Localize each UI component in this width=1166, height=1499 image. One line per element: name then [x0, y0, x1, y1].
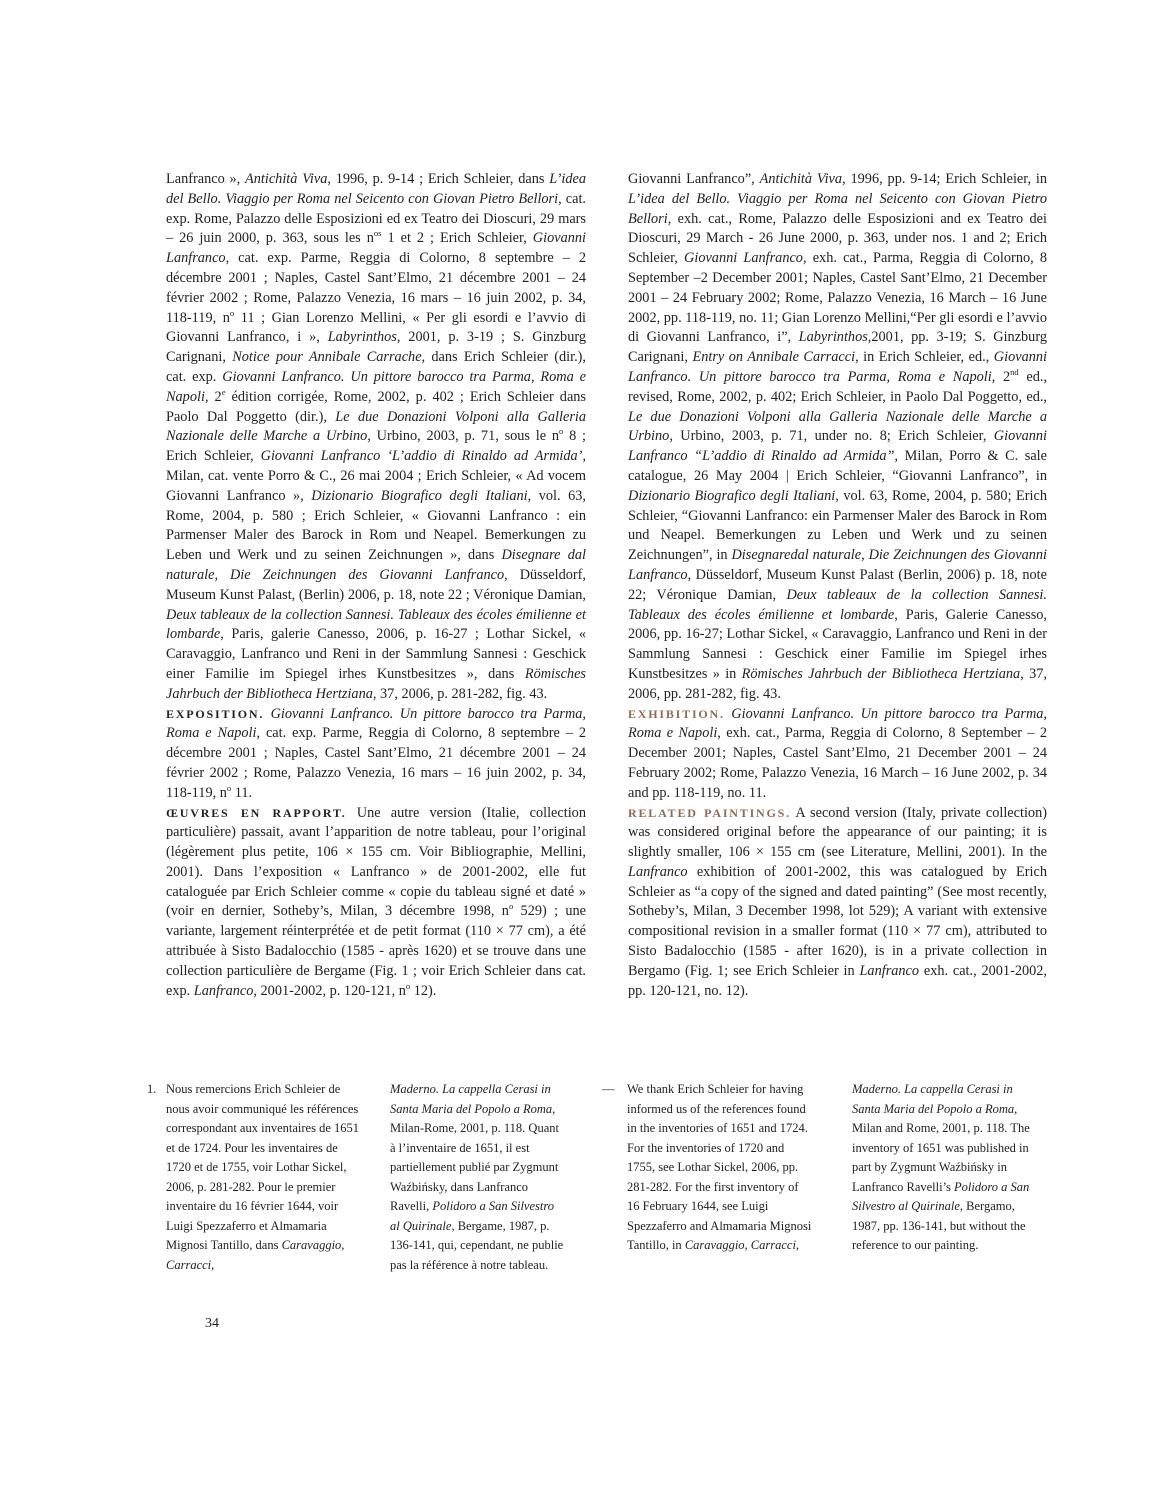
footnote-number-fr: 1.: [147, 1082, 157, 1096]
footnote-en-part1: We thank Erich Schleier for having informed us of the references found in the inventories of 1651 and 1724. For the inventories of 1720 and 1755, see Lothar Sickel, 2006, pp. 281-282. For the first inventory of 16 February 1644, see Luigi Spezzaferro and Almamaria Mignosi Tantillo, in Caravaggio, Carracci,: [627, 1082, 812, 1252]
column-french: [166, 170, 586, 1001]
footnote-fr-part2: Maderno. La cappella Cerasi in Santa Maria del Popolo a Roma, Milan-Rome, 2001, p. 118. Quant à l’inventaire de 1651, il est partiellement publié par Zygmunt Waźbińsky, dans Lanfranco Ravelli, Polidoro a San Silvestro al Quirinale, Bergame, 1987, p. 136-141, qui, cependant, ne publie pas la référence à notre tableau.: [390, 1082, 564, 1272]
footnote-dash-en: —: [602, 1082, 615, 1096]
literature-paragraph-en: Giovanni Lanfranco”, Antichità Viva, 1996, pp. 9-14; Erich Schleier, in L’idea del Bello. Viaggio per Roma nel Seicento con Giovan Pietro Bellori, exh. cat., Rome, Palazzo delle Esposizioni and ex Teatro dei Dioscuri, 29 March - 26 June 2000, p. 363, under nos. 1 and 2; Erich Schleier, Giovanni Lanfranco, exh. cat., Parma, Reggia di Colorno, 8 September –2 December 2001; Naples, Castel Sant’Elmo, 21 December 2001 – 24 February 2002; Rome, Palazzo Venezia, 16 March – 16 June 2002, pp. 118-119, no. 11; Gian Lorenzo Mellini,“Per gli esordi e l’avvio di Giovanni Lanfranco, i”, Labyrinthos,2001, pp. 3-19; S. Ginzburg Carignani, Entry on Annibale Carracci, in Erich Schleier, ed., Giovanni Lanfranco. Un pittore barocco tra Parma, Roma e Napoli, 2nd ed., revised, Rome, 2002, p. 402; Erich Schleier, in Paolo Dal Poggetto, ed., Le due Donazioni Volponi alla Galleria Nazionale delle Marche a Urbino, Urbino, 2003, p. 71, under no. 8; Erich Schleier, Giovanni Lanfranco “L’addio di Rinaldo ad Armida”, Milan, Porro & C. sale catalogue, 26 May 2004 | Erich Schleier, “Giovanni Lanfranco”, in Dizionario Biografico degli Italiani, vol. 63, Rome, 2004, p. 580; Erich Schleier, “Giovanni Lanfranco: ein Parmenser Maler des Barock in Rom und Neapel. Bemerkungen zu Leben und Werk und zu seinen Zeichnungen”, in Disegnaredal naturale, Die Zeichnungen des Giovanni Lanfranco, Düsseldorf, Museum Kunst Palast (Berlin, 2006) p. 18, note 22; Véronique Damian, Deux tableaux de la collection Sannesi. Tableaux des écoles émilienne et lombarde, Paris, Galerie Canesso, 2006, pp. 16-27; Lothar Sickel, « Caravaggio, Lanfranco und Reni in der Sammlung Sannesi : Geschick einer Familie im Spiegel irhes Kunstbesitzes » in Römisches Jahrbuch der Bibliotheca Hertziana, 37, 2006, pp. 281-282, fig. 43.: [628, 171, 1048, 702]
exposition-paragraph-fr: EXPOSITION. Giovanni Lanfranco. Un pittore barocco tra Parma, Roma e Napoli, cat. exp. Parme, Reggia di Colorno, 8 septembre – 2 décembre 2001 ; Naples, Castel Sant’Elmo, 21 décembre 2001 – 24 février 2002 ; Rome, Palazzo Venezia, 16 mars – 16 juin 2002, p. 34, 118-119, $n^o$ 11.: [166, 705, 586, 801]
footnote-en-part2: Maderno. La cappella Cerasi in Santa Maria del Popolo a Roma, Milan and Rome, 2001, p. 118. The inventory of 1651 was published in part by Zygmunt Waźbińsky in Lanfranco Ravelli’s Polidoro a San Silvestro al Quirinale, Bergamo, 1987, pp. 136-141, but without the reference to our painting.: [852, 1082, 1030, 1252]
page-number: 34: [205, 1316, 219, 1331]
column-english: [628, 170, 1047, 1001]
oeuvres-en-rapport-paragraph-fr: ŒUVRES EN RAPPORT. Une autre version (Italie, collection particulière) passait, avant l’apparition de notre tableau, pour l’original (légèrement plus petite, 106 × 155 cm. Voir Bibliographie, Mellini, 2001). Dans l’exposition « Lanfranco » de 2001-2002, elle fut cataloguée par Erich Schleier comme « copie du tableau signé et daté » (voir en dernier, Sotheby’s, Milan, 3 décembre 1998, $n^o$ 529) ; une variante, largement réinterprétée et de petit format (110 × 77 cm), a été attribuée à Sisto Badalocchio (1585 - après 1620) et se trouve dans une collection particulière de Bergame (Fig. 1 ; voir Erich Schleier dans cat. exp. Lanfranco, 2001-2002, p. 120-121, $n^o$ 12).: [166, 804, 586, 999]
related-paintings-paragraph-en: RELATED PAINTINGS. A second version (Italy, private collection) was considered original before the appearance of our painting; it is slightly smaller, 106 × 155 cm (see Literature, Mellini, 2001). In the Lanfranco exhibition of 2001-2002, this was catalogued by Erich Schleier as “a copy of the signed and dated painting” (See most recently, Sotheby’s, Milan, 3 December 1998, lot 529); A variant with extensive compositional revision in a smaller format (110 × 77 cm), attributed to Sisto Badalocchio (1585 - after 1620), is in a private collection in Bergamo (Fig. 1; see Erich Schleier in Lanfranco exh. cat., 2001-2002, pp. 120-121, no. 12).: [628, 804, 1048, 999]
footnote-fr-part1: Nous remercions Erich Schleier de nous avoir communiqué les références correspondant aux inventaires de 1651 et de 1724. Pour les inventaires de 1720 et de 1755, voir Lothar Sickel, 2006, p. 281-282. Pour le premier inventaire du 16 février 1644, voir Luigi Spezzaferro et Almamaria Mignosi Tantillo, dans Caravaggio, Carracci,: [166, 1082, 359, 1272]
exhibition-paragraph-en: EXHIBITION. Giovanni Lanfranco. Un pittore barocco tra Parma, Roma e Napoli, exh. cat., Parma, Reggia di Colorno, 8 September – 2 December 2001; Naples, Castel Sant’Elmo, 21 December 2001 – 24 February 2002; Rome, Palazzo Venezia, 16 March – 16 June 2002, p. 34 and pp. 118-119, no. 11.: [628, 705, 1047, 801]
literature-paragraph-fr: Lanfranco », Antichità Viva, 1996, p. 9-14 ; Erich Schleier, dans L’idea del Bello. Viaggio per Roma nel Seicento con Giovan Pietro Bellori, cat. exp. Rome, Palazzo delle Esposizioni ed ex Teatro dei Dioscuri, 29 mars – 26 juin 2000, p. 363, sous les $n^{os}$ 1 et 2 ; Erich Schleier, Giovanni Lanfranco, cat. exp. Parme, Reggia di Colorno, 8 septembre – 2 décembre 2001 ; Naples, Castel Sant’Elmo, 21 décembre 2001 – 24 février 2002 ; Rome, Palazzo Venezia, 16 mars – 16 juin 2002, p. 34, 118-119, $n^o$ 11 ; Gian Lorenzo Mellini, « Per gli esordi e l’avvio di Giovanni Lanfranco, i », Labyrinthos, 2001, p. 3-19 ; S. Ginzburg Carignani, Notice pour Annibale Carrache, dans Erich Schleier (dir.), cat. exp. Giovanni Lanfranco. Un pittore barocco tra Parma, Roma e Napoli, 2e édition corrigée, Rome, 2002, p. 402 ; Erich Schleier dans Paolo Dal Poggetto (dir.), Le due Donazioni Volponi alla Galleria Nazionale delle Marche a Urbino, Urbino, 2003, p. 71, sous le $n^o$ 8 ; Erich Schleier, Giovanni Lanfranco ‘L’addio di Rinaldo ad Armida’, Milan, cat. vente Porro & C., 26 mai 2004 ; Erich Schleier, « Ad vocem Giovanni Lanfranco », Dizionario Biografico degli Italiani, vol. 63, Rome, 2004, p. 580 ; Erich Schleier, « Giovanni Lanfranco : ein Parmenser Maler des Barock in Rom und Neapel. Bemerkungen zu Leben und Werk und zu seinen Zeichnungen », dans Disegnare dal naturale, Die Zeichnungen des Giovanni Lanfranco, Düsseldorf, Museum Kunst Palast, (Berlin) 2006, p. 18, note 22 ; Véronique Damian, Deux tableaux de la collection Sannesi. Tableaux des écoles émilienne et lombarde, Paris, galerie Canesso, 2006, p. 16-27 ; Lothar Sickel, « Caravaggio, Lanfranco und Reni in der Sammlung Sannesi : Geschick einer Familie im Spiegel irhes Kunstbesitzes », dans Römisches Jahrbuch der Bibliotheca Hertziana, 37, 2006, p. 281-282, fig. 43.: [166, 171, 587, 702]
